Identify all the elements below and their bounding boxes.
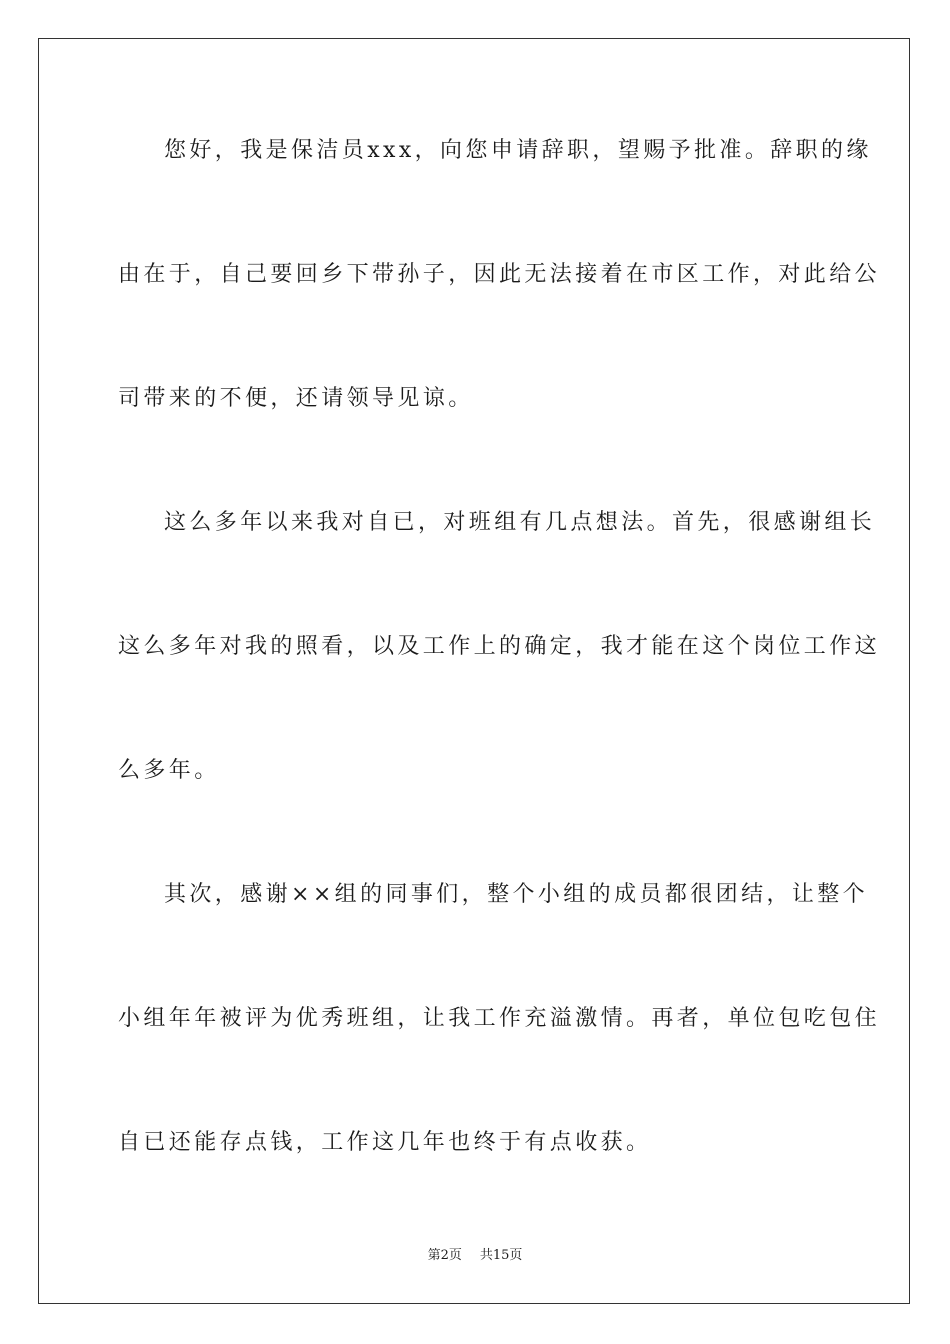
paragraph-3-line-3: 自已还能存点钱，工作这几年也终于有点收获。 xyxy=(118,1130,652,1155)
paragraph-1-line-2: 由在于，自己要回乡下带孙子，因此无法接着在市区工作，对此给公 xyxy=(118,262,881,287)
paragraph-1-line-3: 司带来的不便，还请领导见谅。 xyxy=(118,386,474,411)
paragraph-2-line-3: 么多年。 xyxy=(118,758,220,783)
paragraph-2-line-2: 这么多年对我的照看，以及工作上的确定，我才能在这个岗位工作这 xyxy=(118,634,881,659)
paragraph-3-line-2: 小组年年被评为优秀班组，让我工作充溢激情。再者，单位包吃包住 xyxy=(118,1006,881,1031)
page-number: 第2页 xyxy=(427,1248,462,1263)
page-border xyxy=(38,38,910,1304)
page-footer xyxy=(0,1247,950,1265)
paragraph-2-line-1: 这么多年以来我对自已，对班组有几点想法。首先，很感谢组长 xyxy=(164,510,876,535)
paragraph-3-line-1: 其次，感谢××组的同事们，整个小组的成员都很团结，让整个 xyxy=(164,882,869,907)
page-total: 共15页 xyxy=(479,1248,523,1263)
paragraph-1-line-1: 您好，我是保洁员xxx，向您申请辞职，望赐予批准。辞职的缘 xyxy=(164,138,872,163)
